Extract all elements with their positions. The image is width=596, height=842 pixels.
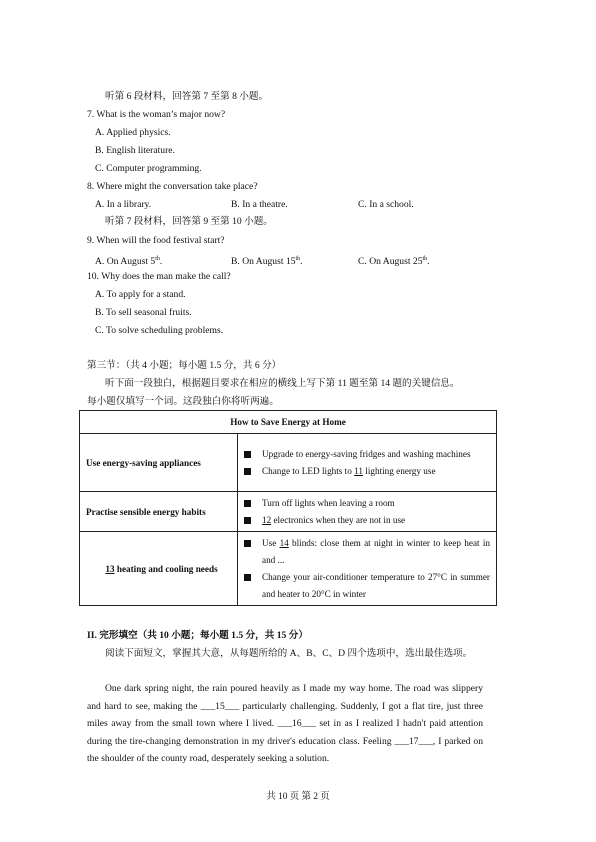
bullet-square-icon bbox=[244, 574, 251, 581]
table-row-3-items bbox=[238, 532, 497, 606]
question-9-stem: 9. When will the food festival start? bbox=[87, 235, 225, 246]
bullet-square-icon bbox=[244, 500, 251, 507]
blank-11: 11 bbox=[354, 466, 363, 476]
bullet-square-icon bbox=[244, 517, 251, 524]
question-8-option-b: B. In a theatre. bbox=[231, 199, 288, 210]
table-row-1-items bbox=[238, 434, 497, 492]
table-row-3-item-2: Change your air-conditioner temperature to 27°C in summer and heater to 20°C in winter bbox=[244, 569, 490, 603]
instruction-material-6: 听第 6 段材料，回答第 7 至第 8 小题。 bbox=[105, 91, 269, 102]
question-10-stem: 10. Why does the man make the call? bbox=[87, 271, 231, 282]
table-row-2-item-2: 12 electronics when they are not in use bbox=[244, 512, 490, 529]
question-10-option-a: A. To apply for a stand. bbox=[95, 289, 186, 300]
question-9-option-a: A. On August 5th. bbox=[95, 256, 163, 267]
table-row-1-item-1: Upgrade to energy-saving fridges and washing machines bbox=[244, 446, 490, 463]
bullet-square-icon bbox=[244, 451, 251, 458]
energy-saving-table bbox=[79, 410, 497, 606]
table-title: How to Save Energy at Home bbox=[80, 411, 497, 434]
bullet-square-icon bbox=[244, 540, 251, 547]
question-7-stem: 7. What is the woman’s major now? bbox=[87, 109, 226, 120]
table-row-1-item-2: Change to LED lights to 11 lighting energy use bbox=[244, 463, 490, 480]
blank-12: 12 bbox=[262, 515, 272, 525]
blank-13: 13 bbox=[105, 563, 115, 574]
table-row-2-items bbox=[238, 492, 497, 532]
blank-14: 14 bbox=[279, 538, 289, 548]
table-row-1-category: Use energy-saving appliances bbox=[80, 434, 238, 492]
instruction-material-7: 听第 7 段材料，回答第 9 至第 10 小题。 bbox=[105, 216, 273, 227]
cloze-instruction: 阅读下面短文，掌握其大意，从每题所给的 A、B、C、D 四个选项中，选出最佳选项。 bbox=[105, 648, 473, 659]
cloze-heading: II. 完形填空（共 10 小题；每小题 1.5 分，共 15 分） bbox=[87, 630, 308, 641]
question-8-stem: 8. Where might the conversation take place? bbox=[87, 181, 258, 192]
section-3-instruction-line-1: 听下面一段独白，根据题目要求在相应的横线上写下第 11 题至第 14 题的关键信息。 bbox=[105, 378, 460, 389]
question-9-option-c: C. On August 25th. bbox=[358, 256, 430, 267]
section-3-heading: 第三节：（共 4 小题；每小题 1.5 分，共 6 分） bbox=[87, 360, 282, 371]
question-10-option-b: B. To sell seasonal fruits. bbox=[95, 307, 192, 318]
bullet-square-icon bbox=[244, 468, 251, 475]
table-row-2-category: Practise sensible energy habits bbox=[80, 492, 238, 532]
table-row-3-item-1: Use 14 blinds: close them at night in winter to keep heat in and ... bbox=[244, 535, 490, 569]
question-7-option-b: B. English literature. bbox=[95, 145, 175, 156]
page-footer: 共 10 页 第 2 页 bbox=[266, 792, 330, 802]
section-3-instruction-line-2: 每小题仅填写一个词。这段独白你将听两遍。 bbox=[87, 396, 279, 407]
question-7-option-a: A. Applied physics. bbox=[95, 127, 171, 138]
question-7-option-c: C. Computer programming. bbox=[95, 163, 202, 174]
question-10-option-c: C. To solve scheduling problems. bbox=[95, 325, 224, 336]
table-row-3-category: 13 heating and cooling needs bbox=[80, 532, 238, 606]
question-9-option-b: B. On August 15th. bbox=[231, 256, 303, 267]
question-8-option-c: C. In a school. bbox=[358, 199, 414, 210]
cloze-passage: One dark spring night, the rain poured heavily as I made my way home. The road was slippery and hard to see, making the ___15___ particularly challenging. Suddenly, I got a flat tire, just three miles away from the small town where I lived. ___16___ set in as I realized I hadn't paid attention during the tire-changing demonstration in my driver's education class. Feeling ___17___, I parked on the shoulder of the county road, desperately seeking a solution. bbox=[87, 683, 483, 765]
table-row-2-item-1: Turn off lights when leaving a room bbox=[244, 495, 490, 512]
question-8-option-a: A. In a library. bbox=[95, 199, 152, 210]
